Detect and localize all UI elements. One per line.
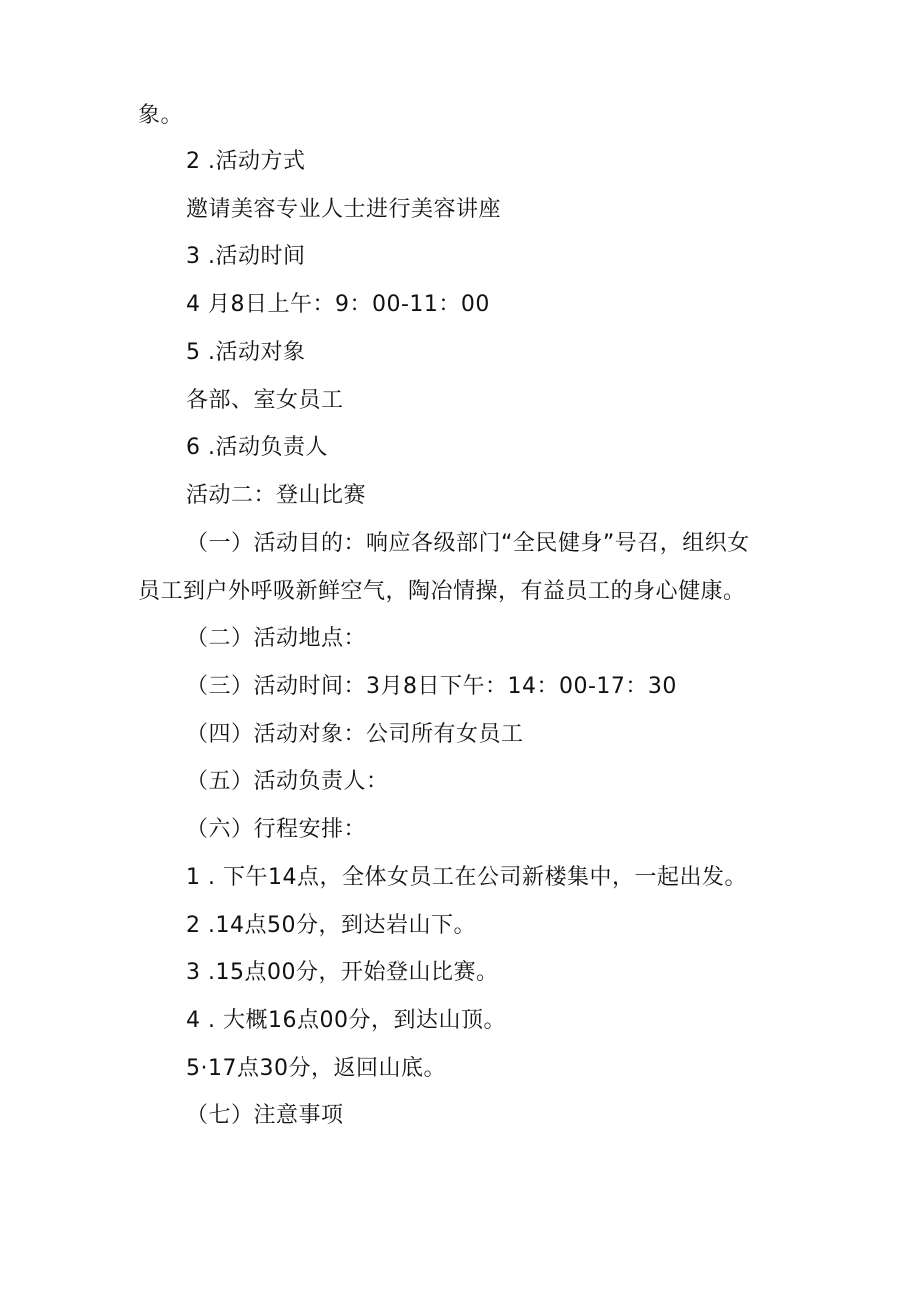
heading-activity-lead: 6 .活动负责人 [186,435,328,460]
schedule-item-1: 1 . 下午14点，全体女员工在公司新楼集中，一起出发。 [186,865,747,890]
heading-activity-target: 5 .活动对象 [186,340,306,365]
text-activity-target: 各部、室女员工 [186,388,344,413]
heading-notes: （七）注意事项 [186,1103,344,1128]
text-purpose-line-2: 员工到户外呼吸新鲜空气，陶冶情操，有益员工的身心健康。 [138,579,746,604]
text-line-continuation: 象。 [138,103,184,128]
schedule-item-5: 5·17点30分，返回山底。 [186,1056,446,1081]
heading-activity-method: 2 .活动方式 [186,149,306,174]
heading-schedule: （六）行程安排： [186,817,367,842]
text-purpose-line-1: （一）活动目的：响应各级部门“全民健身”号召，组织女 [186,531,750,556]
heading-activity-time: 3 .活动时间 [186,244,306,269]
schedule-item-3: 3 .15点00分，开始登山比赛。 [186,960,499,985]
text-target: （四）活动对象：公司所有女员工 [186,722,524,747]
text-activity-time: 4 月8日上午：9：00-11：00 [186,292,490,317]
text-time: （三）活动时间：3月8日下午：14：00-17：30 [186,674,677,699]
text-lead: （五）活动负责人： [186,769,389,794]
heading-activity-two: 活动二：登山比赛 [186,483,367,508]
text-activity-method: 邀请美容专业人士进行美容讲座 [186,197,502,222]
schedule-item-4: 4 . 大概16点00分，到达山顶。 [186,1008,506,1033]
text-location: （二）活动地点： [186,626,367,651]
schedule-item-2: 2 .14点50分，到达岩山下。 [186,913,476,938]
